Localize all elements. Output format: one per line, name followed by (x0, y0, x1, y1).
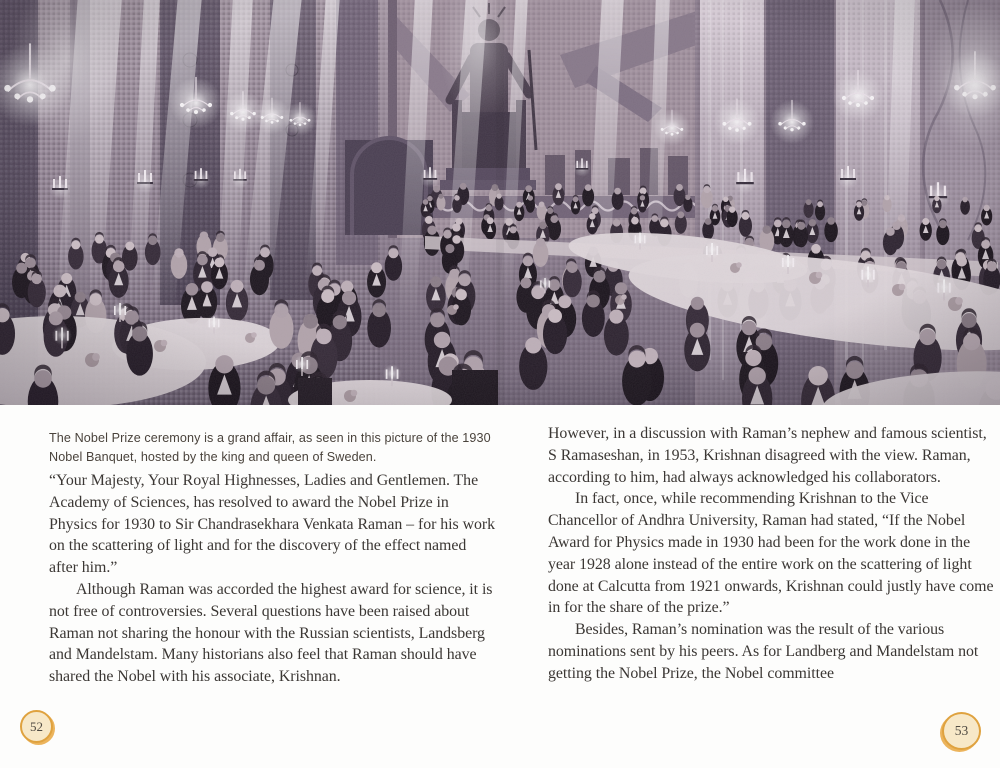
page-number-badge-left (20, 710, 53, 743)
page-number: 53 (954, 723, 969, 738)
paragraph: In fact, once, while recommending Krishnan to the Vice Chancellor of Andhra University, Raman had stated, “If the Nobel Award for Physics made in 1930 had been for the work done in the year 1928 alone instead of the entire work on the scattering of light done at Calcutta from 1921 onwards, Krishnan could justly have come in for the share of the prize.” (548, 490, 994, 617)
photo-caption: The Nobel Prize ceremony is a grand affair, as seen in this picture of the 1930 Nobel Banquet, hosted by the king and queen of Sweden. (49, 430, 491, 465)
page-number: 52 (30, 718, 43, 734)
paragraph: Besides, Raman’s nomination was the result of the various nominations sent by his peers. As for Landberg and Mandelstam not getting the Nobel Prize, the Nobel committee (548, 621, 979, 682)
page-number-badge-right (942, 712, 981, 750)
right-page-text (548, 423, 994, 685)
paragraph: However, in a discussion with Raman’s nephew and famous scientist, S Ramaseshan, in 1953, Krishnan disagreed with the view. Raman, according to him, had always acknowledged his collaborators. (548, 425, 987, 486)
left-page-text (49, 470, 499, 688)
paragraph: “Your Majesty, Your Royal Highnesses, Ladies and Gentlemen. The Academy of Sciences, has resolved to award the Nobel Prize in Physics for 1930 to Sir Chandrasekhara Venkata Raman – for his work on the scattering of light and for the discovery of the effect named after him.” (49, 472, 496, 577)
paragraph: Although Raman was accorded the highest award for science, it is not free of controversies. Several questions have been raised about Raman not sharing the honour with the Russian scientists, Landsberg and Mandelstam. Many historians also feel that Raman should have shared the Nobel with his associate, Krishnan. (49, 580, 493, 686)
